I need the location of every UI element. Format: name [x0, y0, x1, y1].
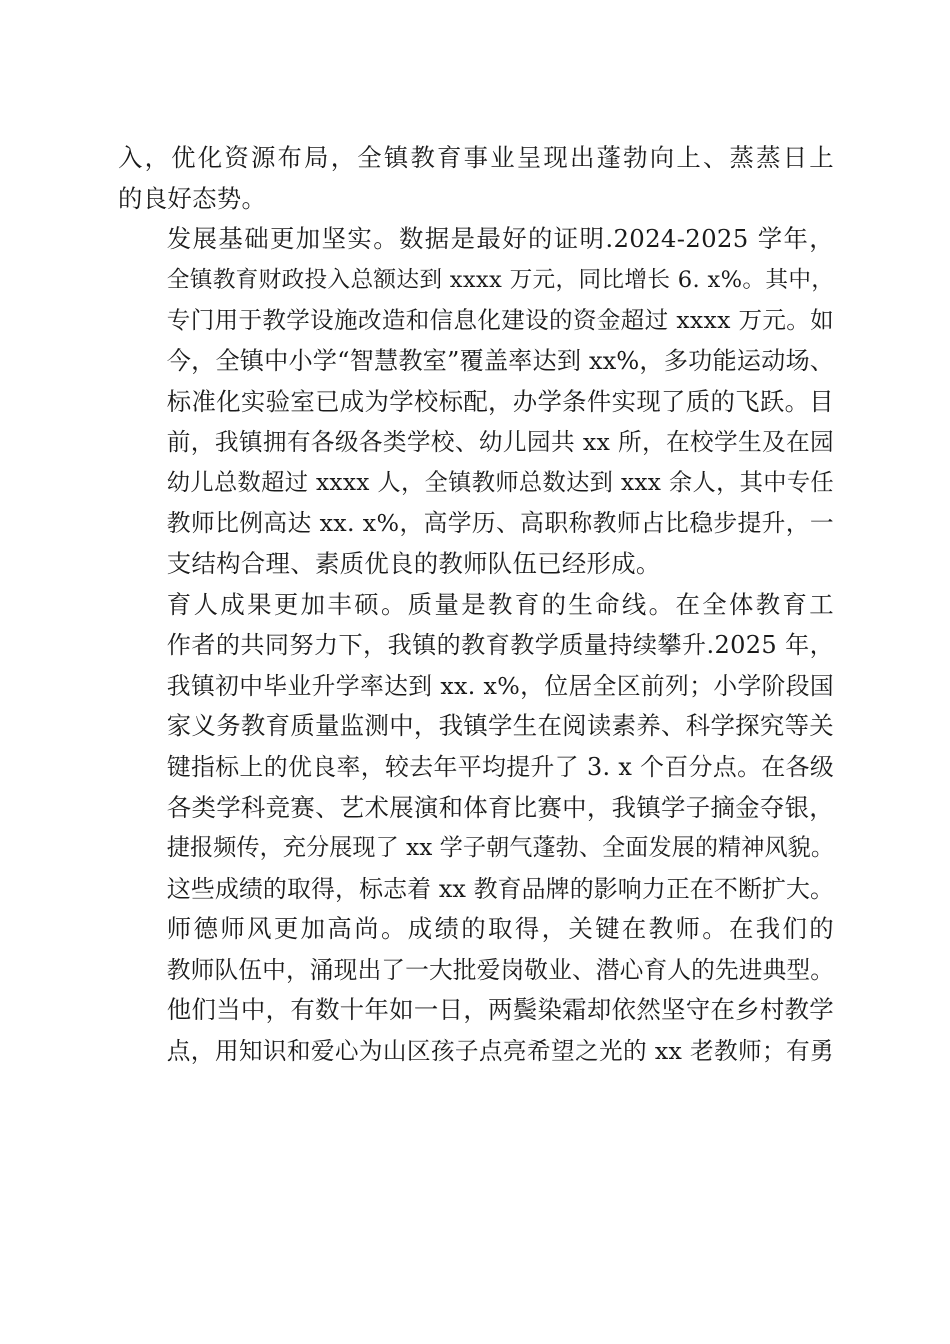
text-line: 教师队伍中，涌现出了一大批爱岗敬业、潜心育人的先进典型。	[166, 955, 834, 984]
text-line: 的良好态势。	[118, 183, 267, 213]
text-line: 育人成果更加丰硕。质量是教育的生命线。在全体教育工	[166, 589, 834, 619]
text-line: 这些成绩的取得，标志着 xx 教育品牌的影响力正在不断扩大。	[166, 874, 834, 903]
document-body	[118, 138, 834, 1072]
text-line: 各类学科竞赛、艺术展演和体育比赛中，我镇学子摘金夺银，	[166, 792, 834, 822]
paragraph-teacher-ethics	[118, 909, 834, 1071]
text-line: 前，我镇拥有各级各类学校、幼儿园共 xx 所，在校学生及在园	[166, 428, 834, 457]
text-line: 发展基础更加坚实。数据是最好的证明.2024-2025 学年，	[166, 224, 834, 254]
text-line: 作者的共同努力下，我镇的教育教学质量持续攀升.2025 年，	[166, 631, 834, 660]
text-line: 标准化实验室已成为学校标配，办学条件实现了质的飞跃。目	[166, 386, 834, 416]
text-line: 今，全镇中小学“智慧教室”覆盖率达到 xx%，多功能运动场、	[166, 346, 834, 375]
text-line: 幼儿总数超过 xxxx 人，全镇教师总数达到 xxx 余人，其中专任	[166, 468, 834, 496]
paragraph-education-results	[118, 585, 834, 910]
text-line: 我镇初中毕业升学率达到 xx. x%，位居全区前列；小学阶段国	[166, 671, 834, 700]
text-line: 捷报频传，充分展现了 xx 学子朝气蓬勃、全面发展的精神风貌。	[166, 834, 834, 862]
text-line: 他们当中，有数十年如一日，两鬓染霜却依然坚守在乡村教学	[166, 995, 834, 1025]
text-line: 全镇教育财政投入总额达到 xxxx 万元，同比增长 6. x%。其中，	[166, 266, 835, 293]
text-line: 键指标上的优良率，较去年平均提升了 3. x 个百分点。在各级	[166, 752, 834, 781]
text-line: 点，用知识和爱心为山区孩子点亮希望之光的 xx 老教师；有勇	[166, 1037, 834, 1066]
paragraph-intro-continuation	[118, 138, 834, 219]
text-line: 入，优化资源布局，全镇教育事业呈现出蓬勃向上、蒸蒸日上	[118, 143, 834, 172]
text-line: 支结构合理、素质优良的教师队伍已经形成。	[166, 548, 661, 578]
paragraph-development-foundation	[118, 219, 834, 584]
text-line: 师德师风更加高尚。成绩的取得，关键在教师。在我们的	[166, 914, 834, 944]
text-line: 教师比例高达 xx. x%，高学历、高职称教师占比稳步提升，一	[166, 509, 834, 538]
text-line: 专门用于教学设施改造和信息化建设的资金超过 xxxx 万元。如	[166, 306, 834, 335]
text-line: 家义务教育质量监测中，我镇学生在阅读素养、科学探究等关	[166, 711, 834, 741]
